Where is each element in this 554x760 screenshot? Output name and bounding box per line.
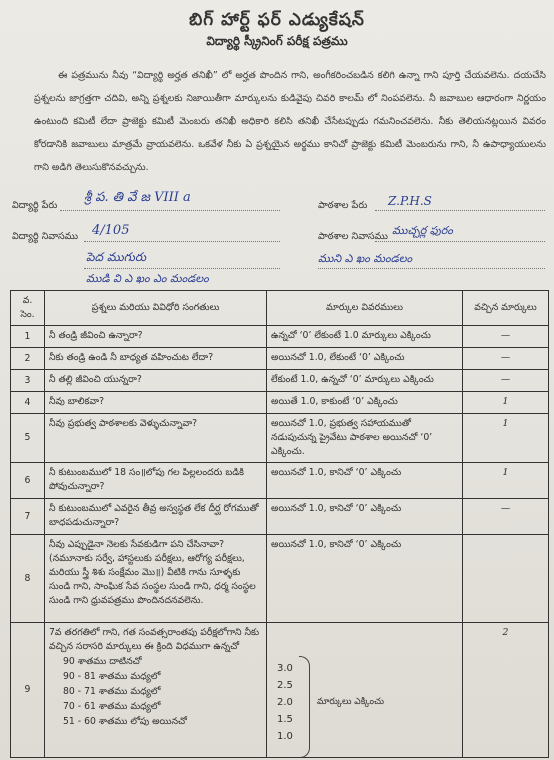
row-number: 5 — [11, 414, 45, 463]
table-row — [11, 392, 549, 414]
row-number: 3 — [11, 370, 45, 392]
student-address-value-3: ముడి వి ఎ ఖం ఎం మండలం — [86, 272, 209, 285]
percentage-bands — [49, 654, 262, 729]
question-text: నీ కుటుంబములో 18 సం॥లోపు గల పిల్లలందరు బడికి పోవుచున్నారా? — [45, 463, 267, 499]
criteria-cell-9 — [267, 623, 463, 758]
school-name-line — [375, 210, 545, 211]
table-row — [11, 370, 549, 392]
question-text: నీవు ప్రభుత్వ పాఠశాలకు వెళ్ళుచున్నావా? — [45, 414, 267, 463]
form-subtitle: విద్యార్థి స్క్రీనింగ్ పరీక్ష పత్రము — [206, 34, 348, 48]
criteria-text: అయినచో 1.0, లేకుంటే ‘0’ ఎక్కించు — [267, 348, 463, 370]
question-text: 7వ తరగతిలో గాని, గత సంవత్సరాంతపు పరీక్షలోగాని నీకు వచ్చిన సరాసరి మార్కులు ఈ క్రింది విధముగా ఉన్నచో — [49, 627, 260, 652]
marks-obtained-cell[interactable]: 1 — [463, 414, 549, 463]
question-text: నీకు తండ్రి ఉండి నీ బాధ్యత వహించుట లేదా? — [45, 348, 267, 370]
school-address-line — [375, 241, 545, 242]
question-text: నీ కుటుంబములో ఎవరైన తీవ్ర అస్వస్థత లేక దీర్ఘ రోగముతో బాధపడుచున్నారా? — [45, 499, 267, 535]
scores-label: మార్కులు ఎక్కించు — [317, 697, 385, 707]
marks-obtained-cell[interactable]: — — [463, 326, 549, 348]
screening-table — [10, 290, 549, 758]
row-number: 2 — [11, 348, 45, 370]
criteria-text: అయినచో 1.0, కానిచో ‘0’ ఎక్కించు — [267, 535, 463, 623]
student-address-label: విద్యార్థి నివాసము — [12, 231, 78, 242]
criteria-text: లేకుంటే 1.0, ఉన్నచో ‘0’ మార్కులు ఎక్కించు — [267, 370, 463, 392]
header-questions: ప్రశ్నలు మరియు వివిధోరి సంగతులు — [45, 291, 267, 326]
student-address-value-2: పెద ముగురు — [86, 250, 147, 264]
school-name-value: Z.P.H.S — [388, 194, 432, 208]
criteria-text: ఉన్నచో ‘0’ లేకుంటే 1.0 మార్కులు ఎక్కించు — [267, 326, 463, 348]
school-address-value: ముచ్చర్ల ఫురం — [392, 224, 453, 237]
table-header-row — [11, 291, 549, 326]
school-address-line-2 — [318, 268, 545, 269]
question-text: నీ తండ్రి జీవించి ఉన్నారా? — [45, 326, 267, 348]
student-name-line — [60, 210, 280, 211]
student-name-label: విద్యార్థి పేరు — [12, 200, 58, 211]
marks-obtained-cell[interactable] — [463, 535, 549, 623]
table-row — [11, 499, 549, 535]
score-value: 1.0 — [277, 731, 293, 742]
row-number: 4 — [11, 392, 45, 414]
marks-obtained-cell[interactable]: — — [463, 370, 549, 392]
question-text: నీవు బాలికవా? — [45, 392, 267, 414]
score-block — [271, 626, 458, 754]
student-address-line-2 — [84, 268, 280, 269]
row-number: 9 — [11, 623, 45, 758]
table-row — [11, 463, 549, 499]
criteria-text: అయినచో 1.0, కానిచో ‘0’ ఎక్కించు — [267, 499, 463, 535]
marks-obtained-cell[interactable]: 1 — [463, 392, 549, 414]
table-row — [11, 535, 549, 623]
band-item: 70 - 61 శాతము మధ్యలో — [63, 701, 161, 712]
header-mark-details: మార్కుల వివరములు — [267, 291, 463, 326]
school-name-label: పాఠశాల పేరు — [318, 200, 368, 211]
form-title: బిగ్ హార్ట్ ఫర్ ఎడ్యుకేషన్ — [189, 10, 365, 30]
school-address-value-2: ముని ఎ ఖం మండలం — [318, 252, 413, 265]
row-number: 7 — [11, 499, 45, 535]
table-row — [11, 414, 549, 463]
header-marks-obtained: వచ్చిన మార్కులు — [463, 291, 549, 326]
row-number: 8 — [11, 535, 45, 623]
table-row — [11, 348, 549, 370]
student-address-value: 4/105 — [92, 223, 130, 238]
header-serial-no: వ. సెం. — [11, 291, 45, 326]
band-item: 80 - 71 శాతము మధ్యలో — [63, 686, 161, 697]
score-list — [277, 660, 293, 745]
score-value: 1.5 — [277, 714, 293, 725]
question-cell-9 — [45, 623, 267, 758]
band-item: 90 - 81 శాతము మధ్యలో — [63, 671, 161, 682]
marks-obtained-cell[interactable]: — — [463, 348, 549, 370]
question-text: నీవు ఎప్పుడైనా నెలకు సేవకుడిగా పని చేసినావా? (నమూనాకు సర్వే, హాస్టలుకు పరీక్షలు, ఆరోగ్య పరీక్షలు, మరియు స్త్రీ శిశు సంక్షేమం మొ॥) వీటికి గాను సూళ్ళకు సుండి గాని, సాంఘిక సేవ సంస్థల సుండి గాని, ధర్మ సంస్థల సుండి గాని ధ్రువపత్రము పొందినదనవలెను. — [45, 535, 267, 623]
criteria-text: అయినచో 1.0, ప్రభుత్వ సహాయముతో నడుపుచున్న ప్రైవేటు పాఠశాల అయినచో ‘0’ ఎక్కించు. — [267, 414, 463, 463]
score-value: 2.0 — [277, 697, 293, 708]
band-item: 90 శాతము దాటినచో — [63, 656, 142, 667]
instructions-paragraph: ఈ పత్రమును నీవు “విద్యార్థి అర్హత తనిఖీ” లో అర్హత పొందిన గాని, అంగీకరించబడిన కలిగి ఉన్నా గాని పూర్తి చేయవలెను. దయచేసి ప్రశ్నలను జాగ్రత్తగా చదివి, అన్ని ప్రశ్నలకు నిజాయితీగా మార్కులను కుడివైపు చివరి కాలమ్ లో నింపవలెను. నీ జవాబుల ఆధారంగా నిర్ణయం ఉంటుంది కమిటీ లేదా ప్రాజెక్టు కమిటీ మెంబరు తనిఖీ అధికారి కలిసి తనిఖీ చేసేటప్పుడు గమనించవలెను. నీకు తెలియనట్లయిన వివరం కోరడానికి జవాబులు మాత్రమే వ్రాయవలెను. ఒకవేళ నీకు ఏ ప్రశ్నయైన అర్థము కానిచో ప్రాజెక్టు కమిటీ మెంబరును గాని, నీ ఉపాధ్యాయులను గాని అడిగి తెలుసుకొనవచ్చును. — [34, 70, 546, 173]
student-name-value: శ్రీ ప. తి వే జ VIII a — [84, 190, 191, 205]
score-value: 3.0 — [277, 663, 293, 674]
marks-obtained-cell[interactable]: 2 — [463, 623, 549, 758]
school-address-label: పాఠశాల నివాసము — [318, 231, 388, 242]
band-item: 51 - 60 శాతము లోపు అయినచో — [63, 716, 187, 727]
criteria-text: అయినచో 1.0, కానిచో ‘0’ ఎక్కించు — [267, 463, 463, 499]
student-address-line — [84, 241, 280, 242]
row-number: 1 — [11, 326, 45, 348]
question-text: నీ తల్లి జీవించి యున్నరా? — [45, 370, 267, 392]
brace-shape — [299, 656, 310, 758]
criteria-text: అయితే 1.0, కాకుంటే ‘0’ ఎక్కించు — [267, 392, 463, 414]
row-number: 6 — [11, 463, 45, 499]
table-row — [11, 326, 549, 348]
marks-obtained-cell[interactable]: — — [463, 499, 549, 535]
table-row — [11, 623, 549, 758]
marks-obtained-cell[interactable]: 1 — [463, 463, 549, 499]
score-value: 2.5 — [277, 680, 293, 691]
